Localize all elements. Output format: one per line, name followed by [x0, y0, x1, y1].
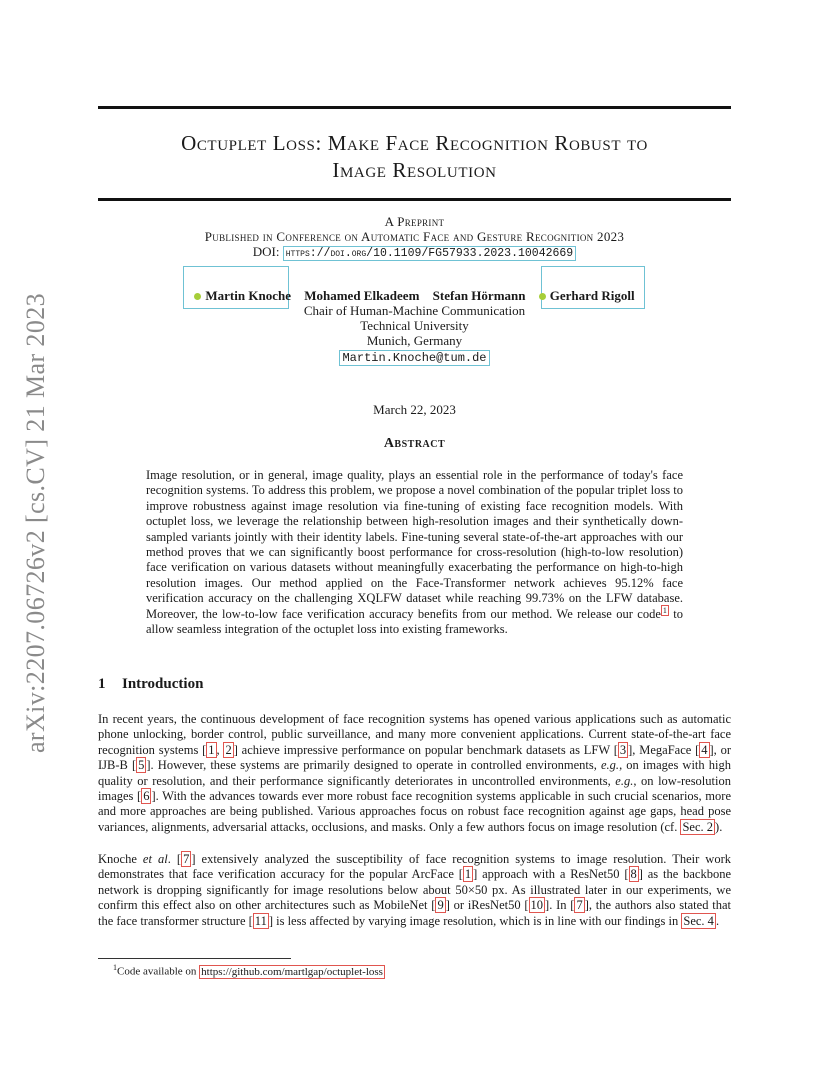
citation-link[interactable]: 1: [464, 867, 472, 882]
doi-link[interactable]: https://doi.org/10.1109/FG57933.2023.10042669: [283, 246, 576, 261]
published-line: Published in Conference on Automatic Face and Gesture Recognition 2023: [204, 229, 625, 244]
footnote-rule: [98, 958, 291, 959]
orcid-icon[interactable]: [194, 293, 201, 300]
citation-link[interactable]: 1: [208, 742, 215, 757]
authors-line: [98, 288, 731, 304]
affiliation-block: [98, 303, 731, 366]
footnote: $^1$Code available on https://github.com/martlgap/octuplet-loss: [113, 963, 383, 978]
section-ref-link[interactable]: Sec. 4: [683, 913, 714, 928]
section-title: Introduction: [122, 676, 204, 692]
footnote-number: 1: [113, 963, 117, 972]
author-hoermann: Stefan Hörmann: [432, 288, 526, 303]
section-number: 1: [98, 676, 106, 692]
citation-link[interactable]: 6: [143, 789, 150, 804]
author-elkadeem: Mohamed Elkadeem: [304, 288, 420, 303]
orcid-icon[interactable]: [539, 293, 546, 300]
email-link[interactable]: Martin.Knoche@tum.de: [339, 350, 489, 366]
preprint-label: A Preprint: [384, 214, 445, 229]
title-rule-bottom: [98, 198, 731, 201]
arxiv-stamp-text: arXiv:2207.06726v2 [cs.CV] 21 Mar 2023: [21, 292, 50, 754]
author-rigoll[interactable]: Gerhard Rigoll: [539, 288, 635, 304]
date: March 22, 2023: [373, 402, 456, 417]
affiliation-line-3: Munich, Germany: [366, 333, 463, 348]
arxiv-stamp: [22, 283, 50, 763]
paper-title: [98, 130, 731, 184]
citation-link[interactable]: 5: [138, 758, 145, 773]
citation-link[interactable]: 3: [619, 742, 627, 757]
affiliation-line-2: Technical University: [360, 318, 469, 333]
footnote-url-link[interactable]: https://github.com/martlgap/octuplet-loss: [201, 965, 383, 978]
citation-link[interactable]: 2: [225, 742, 232, 757]
affiliation-line-1: Chair of Human-Machine Communication: [303, 303, 526, 318]
citation-link[interactable]: 10: [530, 898, 544, 913]
title-rule-top: [98, 106, 731, 109]
author-knoche[interactable]: Martin Knoche: [194, 288, 291, 304]
doi-line: [98, 244, 731, 261]
citation-link[interactable]: 4: [701, 742, 708, 757]
doi-label: DOI:: [252, 244, 280, 259]
citation-link[interactable]: 8: [630, 867, 637, 882]
abstract-heading: Abstract: [383, 436, 446, 451]
citation-link[interactable]: 7: [183, 852, 190, 866]
citation-link[interactable]: 11: [254, 913, 267, 928]
intro-paragraph-1: In recent years, the continuous development of face recognition systems has opened various applications such as automatic phone unlocking, border control, public surveillance, and many more convenient applications. Current state-of-the-art face recognition systems [ 1 , 2 ] achieve impressive performance on popular benchmark datasets as LFW [ 3 ], MegaFace [ 4 ], or IJB-B [ 5 ]. However, these systems are primarily designed to operate in controlled environments, e.g., on images with high quality or resolution, and their performance significantly deteriorates in uncontrolled environments, e.g., on low-resolution images [ 6 ]. With the advances towards ever more robust face recognition systems applicable in such crucial scenarios, more and more approaches are being published. Various approaches focus on robust face recognition against age gaps, head pose variances, alignments, adversarial attacks, occlusions, and masks. Only a few authors focus on image resolution (cf. Sec. 2 ).: [98, 712, 732, 834]
section-heading-introduction: [98, 676, 203, 693]
citation-link[interactable]: 7: [576, 898, 583, 913]
title-line-2: Image Resolution: [332, 158, 497, 182]
abstract-body: Image resolution, or in general, image quality, plays an essential role in the performance of today's face recognition systems. To address this problem, we propose a novel combination of the popular triplet loss to improve robustness against image resolution via fine-tuning of existing face recognition models. With octuplet loss, we leverage the relationship between high-resolution images and their synthetically down-sampled variants jointly with their identity labels. Fine-tuning several state-of-the-art approaches with our method proves that we can significantly boost performance for cross-resolution (high-to-low resolution) face verification on various datasets without meaningfully exacerbating the performance on high-to-high resolution images. Our method applied on the Face-Transformer network achieves 95.12% face verification accuracy on the challenging XQLFW dataset while reaching 99.73% on the LFW database. Moreover, the low-to-low face verification accuracy benefits from our method. We release our code $^1$ to allow seamless integration of the octuplet loss into existing frameworks.: [146, 468, 683, 637]
footnote-marker-link[interactable]: 1: [662, 605, 667, 615]
citation-link[interactable]: 9: [437, 898, 444, 913]
intro-paragraph-2: Knoche et al. [ 7 ] extensively analyzed the susceptibility of face recognition systems to image resolution. Their work demonstrates that face verification accuracy for the popular ArcFace [ 1 ] approach with a ResNet50 [ 8 ] as the backbone network is dropping significantly for image resolutions below about 50×50 px. As illustrated later in our experiments, we confirm this effect also on other architectures such as MobileNet [ 9 ] or iResNet50 [ 10 ]. In [ 7 ], the authors also stated that the face transformer structure [ 11 ] is less affected by varying image resolution, which is in line with our findings in Sec. 4 .: [98, 852, 731, 928]
title-line-1: Octuplet Loss: Make Face Recognition Robust to: [181, 131, 648, 155]
preprint-block: [98, 214, 731, 261]
section-ref-link[interactable]: Sec. 2: [682, 819, 714, 834]
